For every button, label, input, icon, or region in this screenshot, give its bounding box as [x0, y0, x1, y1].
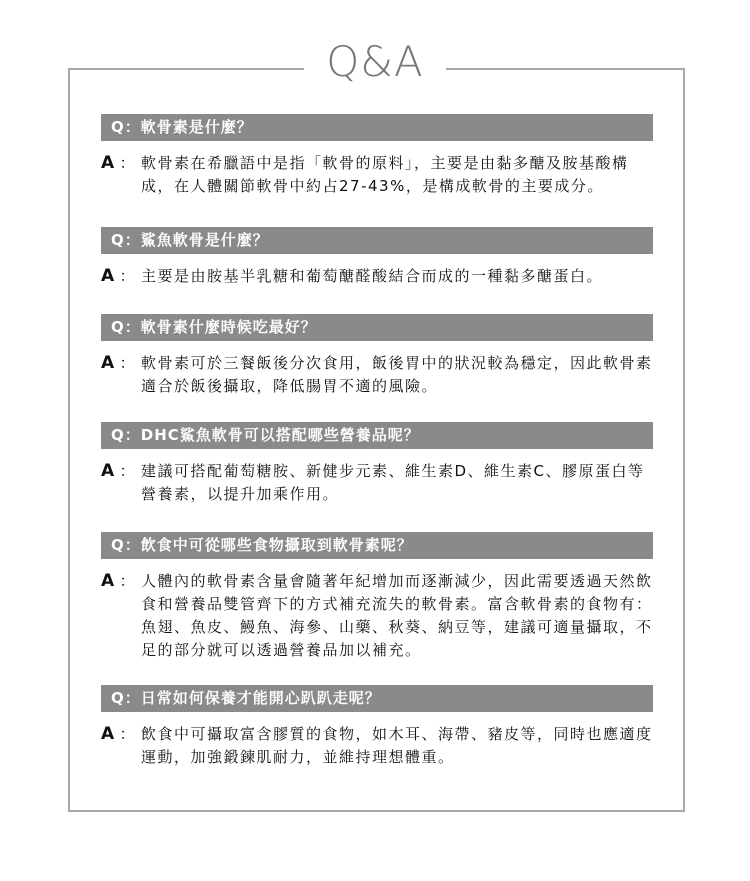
faq-answer-row	[101, 152, 653, 198]
faq-question: Q：軟骨素什麼時候吃最好？	[101, 314, 653, 341]
faq-answer: 人體內的軟骨素含量會隨著年紀增加而逐漸減少，因此需要透過天然飲食和營養品雙管齊下的方式補充流失的軟骨素。富含軟骨素的食物有：魚翅、魚皮、鰻魚、海參、山藥、秋葵、納豆等，建議可適量攝取，不足的部分就可以透過營養品加以補充。	[141, 572, 653, 659]
faq-answer: 軟骨素在希臘語中是指「軟骨的原料」，主要是由黏多醣及胺基酸構成，在人體關節軟骨中約占27-43%，是構成軟骨的主要成分。	[141, 154, 629, 195]
faq-answer-row	[101, 460, 653, 506]
faq-item	[101, 422, 653, 506]
faq-answer: 建議可搭配葡萄糖胺、新健步元素、維生素D、維生素C、膠原蛋白等營養素，以提升加乘作用。	[141, 462, 645, 503]
faq-question: Q：鯊魚軟骨是什麼？	[101, 227, 653, 254]
page-title: Q&A	[304, 38, 446, 86]
title-wrap	[0, 38, 750, 86]
faq-answer-row	[101, 265, 653, 288]
faq-answer-row	[101, 570, 653, 662]
answer-mark: A ：	[101, 461, 137, 481]
faq-answer-row	[101, 723, 653, 769]
faq-answer: 軟骨素可於三餐飯後分次食用，飯後胃中的狀況較為穩定，因此軟骨素適合於飯後攝取，降低腸胃不適的風險。	[141, 354, 653, 395]
answer-mark: A ：	[101, 571, 137, 591]
faq-item	[101, 532, 653, 662]
answer-mark: A ：	[101, 353, 137, 373]
faq-question: Q：軟骨素是什麼？	[101, 114, 653, 141]
faq-answer: 主要是由胺基半乳糖和葡萄醣醛酸結合而成的一種黏多醣蛋白。	[141, 267, 604, 285]
answer-mark: A ：	[101, 266, 137, 286]
faq-answer-row	[101, 352, 653, 398]
faq-item	[101, 227, 653, 288]
answer-mark: A ：	[101, 724, 137, 744]
faq-item	[101, 114, 653, 198]
faq-question: Q：日常如何保養才能開心趴趴走呢？	[101, 685, 653, 712]
answer-mark: A ：	[101, 153, 137, 173]
faq-question: Q：飲食中可從哪些食物攝取到軟骨素呢？	[101, 532, 653, 559]
faq-answer: 飲食中可攝取富含膠質的食物，如木耳、海帶、豬皮等，同時也應適度運動，加強鍛鍊肌耐力，並維持理想體重。	[141, 725, 653, 766]
faq-item	[101, 314, 653, 398]
faq-item	[101, 685, 653, 769]
faq-question: Q：DHC鯊魚軟骨可以搭配哪些營養品呢？	[101, 422, 653, 449]
